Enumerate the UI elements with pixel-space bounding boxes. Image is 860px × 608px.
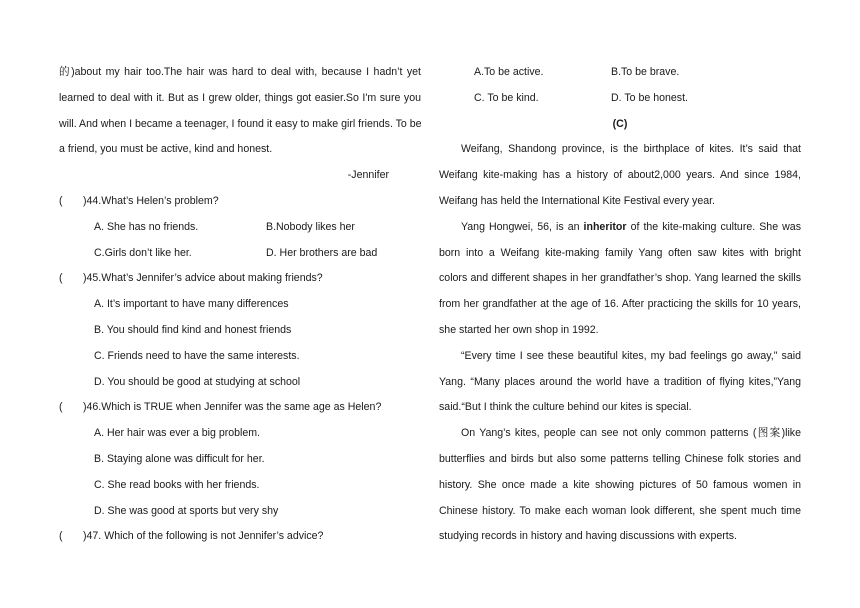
question-47 (59, 524, 421, 550)
option-d: D. To be honest. (611, 91, 688, 104)
text-line: from her grandfather at the age of 16. After practicing the skills for 10 years, (439, 298, 801, 311)
question-text: )46.Which is TRUE when Jennifer was the same age as Helen? (83, 401, 382, 414)
option-b: B.To be brave. (611, 66, 680, 78)
section-heading: (C) (612, 117, 628, 130)
text-line: On Yang’s kites, people can see not only common patterns (图案)like (461, 427, 801, 440)
answer-paren: ( (59, 194, 63, 207)
option-d: D. You should be good at studying at school (94, 375, 301, 388)
option-a: A. She has no friends. (94, 220, 199, 233)
text-run: of the kite-making culture. She was (626, 220, 801, 233)
text-line: Weifang kite-making has a history of about2,000 years. And since 1984, (439, 169, 801, 182)
answer-paren: ( (59, 530, 63, 543)
text-line: Chinese history. To make each woman look different, she spent much time (439, 504, 801, 517)
option-c: C. To be kind. (474, 91, 539, 104)
text-line: Yang. “Many places around the world have a tradition of flying kites,”Yang (439, 375, 801, 388)
answer-paren: ( (59, 272, 63, 285)
text-line: “Every time I see these beautiful kites, my bad feelings go away," said (461, 349, 801, 362)
question-45 (59, 266, 421, 292)
question-text: )45.What’s Jennifer’s advice about making friends? (83, 272, 323, 285)
answer-paren: ( (59, 401, 63, 414)
question-44 (59, 189, 421, 215)
text-line: studying records in history and having discussions with experts. (439, 530, 737, 543)
text-line: learned to deal with it. But as I grew older, things got easier.So I'm sure you (59, 91, 421, 104)
option-b: B. You should find kind and honest friends (94, 323, 292, 336)
left-column (59, 60, 421, 550)
bold-keyword: inheritor (583, 220, 627, 233)
option-c: C.Girls don’t like her. (94, 246, 192, 259)
text-line: Weifang, Shandong province, is the birthplace of kites. It’s said that (461, 143, 801, 156)
text-line: said.“But I think the culture behind our kites is special. (439, 401, 692, 414)
option-b: B.Nobody likes her (266, 220, 355, 233)
option-row (59, 241, 421, 267)
text-line: born into a Weifang kite-making family Yang often saw kites with bright (439, 246, 801, 259)
option-d: D. Her brothers are bad (266, 246, 378, 259)
text-line: a friend, you must be active, kind and honest. (59, 143, 273, 156)
text-line: butterflies and birds but also some patterns telling Chinese folk stories and (439, 452, 801, 465)
option-b: B. Staying alone was difficult for her. (94, 452, 265, 465)
text-line: history. She once made a kite showing pictures of 50 famous women in (439, 478, 801, 491)
right-column (439, 60, 801, 550)
text-line (439, 215, 801, 241)
question-text: )44.What’s Helen’s problem? (83, 194, 219, 207)
letter-signature: -Jennifer (347, 169, 389, 182)
text-line: 的)about my hair too.The hair was hard to deal with, because I hadn’t yet (59, 66, 421, 78)
option-row (439, 86, 801, 112)
text-line: Weifang has held the International Kite Festival every year. (439, 194, 715, 207)
text-run: Yang Hongwei, 56, is an (461, 220, 584, 233)
option-d: D. She was good at sports but very shy (94, 504, 279, 517)
text-line: will. And when I became a teenager, I found it easy to make girl friends. To be (59, 117, 422, 130)
option-a: A.To be active. (474, 66, 544, 78)
option-a: A. Her hair was ever a big problem. (94, 427, 261, 440)
option-c: C. She read books with her friends. (94, 478, 260, 491)
option-a: A. It’s important to have many differences (94, 298, 289, 311)
text-line: colors and different shapes in her grandfather’s shop. Yang learned the skills (439, 272, 801, 285)
option-row (439, 60, 801, 86)
text-line: she started her own shop in 1992. (439, 323, 599, 336)
question-text: )47. Which of the following is not Jennifer’s advice? (83, 530, 324, 543)
option-c: C. Friends need to have the same interests. (94, 349, 300, 362)
option-row (59, 215, 421, 241)
question-46 (59, 395, 421, 421)
